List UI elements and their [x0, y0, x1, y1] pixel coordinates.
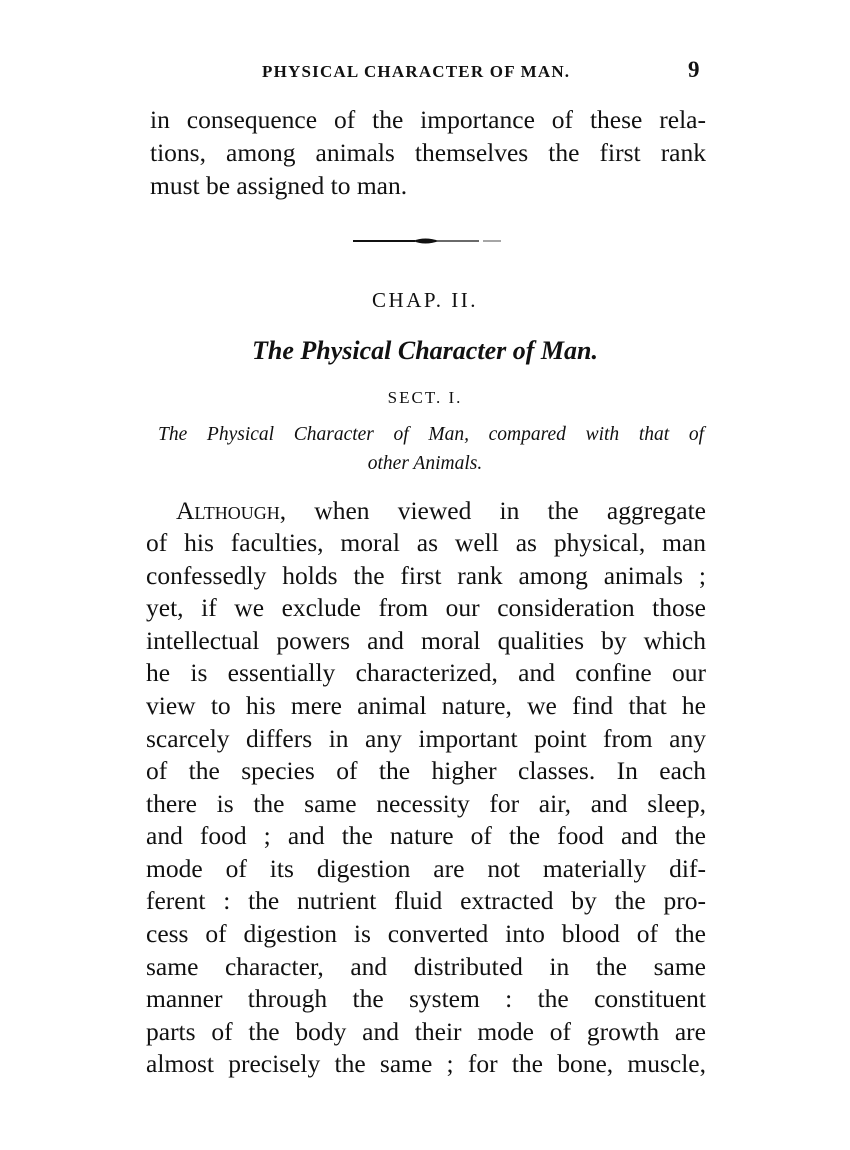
first-line-text: , when viewed in the aggregate [279, 496, 706, 525]
paragraph-line: of the species of the higher classes. In each [146, 756, 706, 785]
paragraph-line: manner through the system : the constituent [146, 984, 706, 1013]
paragraph-line: there is the same necessity for air, and sleep, [146, 789, 706, 818]
paragraph-line: mode of its digestion are not materially dif- [146, 854, 706, 883]
paragraph-line: confessedly holds the first rank among animals ; [146, 561, 706, 590]
paragraph-first-line [176, 495, 706, 528]
section-title-line: The Physical Character of Man, compared with that of [158, 424, 704, 445]
paragraph-line: of his faculties, moral as well as physical, man [146, 528, 706, 557]
paragraph-line: cess of digestion is converted into blood of the [146, 919, 706, 948]
section-title-line: other Animals. [367, 453, 483, 474]
paragraph-line: he is essentially characterized, and confine our [146, 658, 706, 687]
paragraph-line: almost precisely the same ; for the bone, muscle, [146, 1049, 706, 1078]
carryover-line: must be assigned to man. [150, 171, 408, 200]
paragraph-line: parts of the body and their mode of growth are [146, 1017, 706, 1046]
paragraph-line: view to his mere animal nature, we find that he [146, 691, 706, 720]
page-number: 9 [688, 57, 700, 82]
paragraph-line: scarcely differs in any important point from any [146, 724, 706, 753]
carryover-line: in consequence of the importance of these rela- [150, 105, 706, 134]
paragraph-line: intellectual powers and moral qualities by which [146, 626, 706, 655]
ornamental-rule [353, 234, 503, 248]
chapter-number: CHAP. II. [372, 288, 478, 312]
drop-word: Although [176, 496, 280, 525]
paragraph-line: ferent : the nutrient fluid extracted by the pro- [146, 886, 706, 915]
paragraph-line: yet, if we exclude from our consideration those [146, 593, 706, 622]
section-number: SECT. I. [387, 388, 463, 407]
carryover-line: tions, among animals themselves the first rank [150, 138, 706, 167]
paragraph-line: same character, and distributed in the same [146, 952, 706, 981]
paragraph-line: and food ; and the nature of the food and the [146, 821, 706, 850]
chapter-title: The Physical Character of Man. [252, 336, 598, 365]
running-head: PHYSICAL CHARACTER OF MAN. [262, 62, 571, 81]
